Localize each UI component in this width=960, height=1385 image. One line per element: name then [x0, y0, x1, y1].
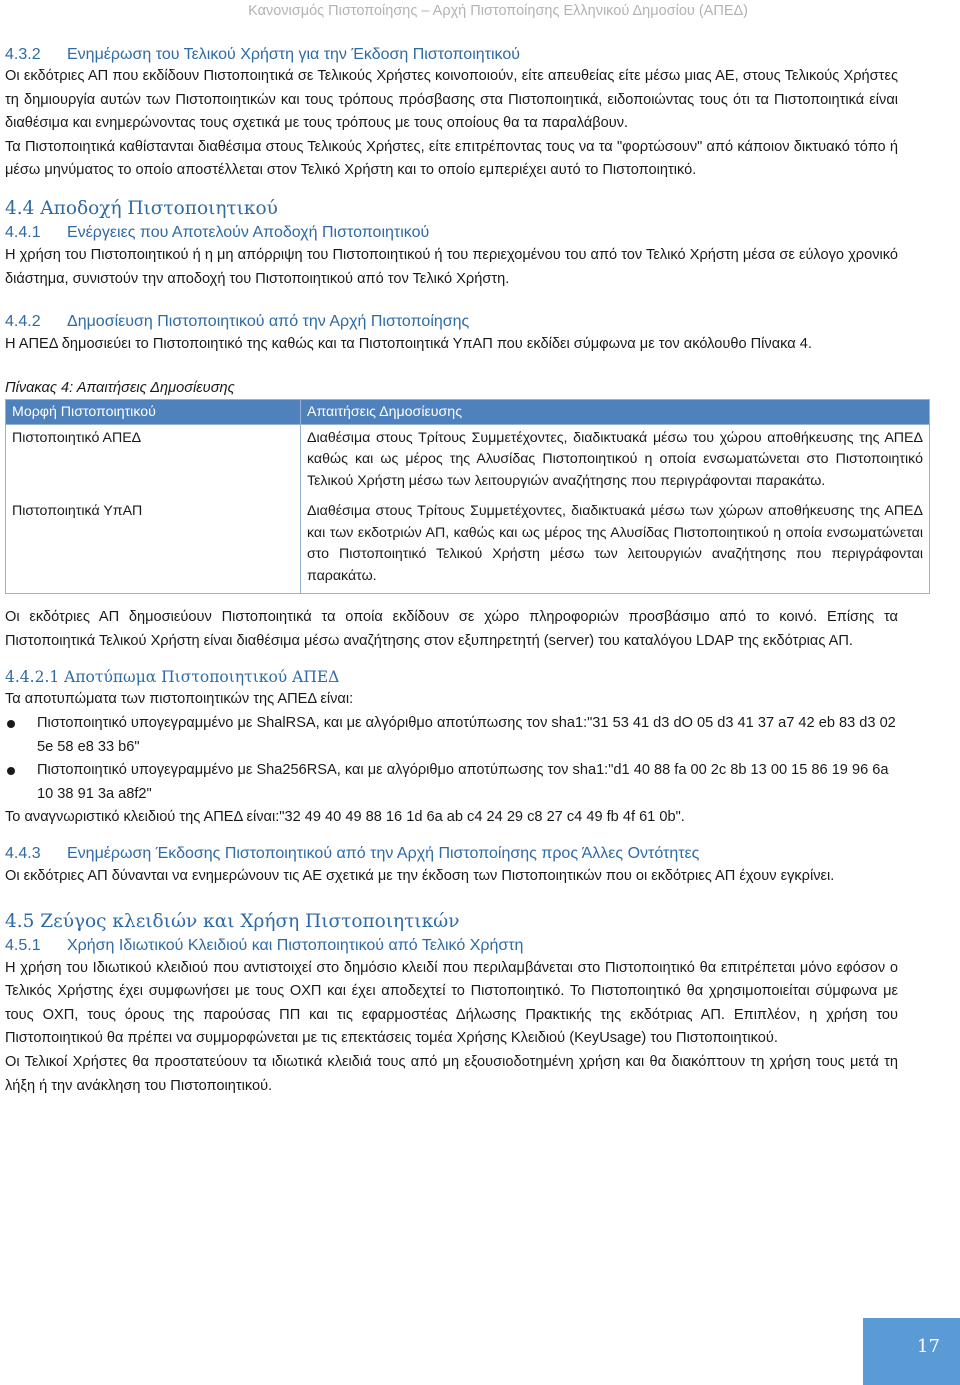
table-caption: Πίνακας 4: Απαιτήσεις Δημοσίευσης	[5, 379, 235, 396]
section-title: Δημοσίευση Πιστοποιητικού από την Αρχή Πιστοποίησης	[67, 313, 470, 331]
column-header: Απαιτήσεις Δημοσίευσης	[301, 399, 930, 424]
paragraph: Η ΑΠΕΔ δημοσιεύει το Πιστοποιητικό της καθώς και τα Πιστοποιητικά ΥπΑΠ που εκδίδει σύμφωνα με τον ακόλουθο Πίνακα 4.	[5, 336, 812, 353]
section-title: Ενημέρωση Έκδοσης Πιστοποιητικού από την Αρχή Πιστοποίησης προς Άλλες Οντότητες	[67, 845, 700, 862]
table-cell: Πιστοποιητικά ΥπΑΠ	[6, 498, 301, 594]
section-title: Χρήση Ιδιωτικού Κλειδιού και Πιστοποιητικού από Τελικό Χρήστη	[67, 936, 524, 954]
table-header-row	[6, 399, 930, 424]
paragraph: Το αναγνωριστικό κλειδιού της ΑΠΕΔ είναι:"32 49 40 49 88 16 1d 6a ab c4 24 29 c8 27 c4 49 fb 4f 61 0b".	[5, 809, 685, 826]
section-number: 4.3.2	[5, 46, 41, 63]
page-number: 17	[917, 1336, 940, 1357]
list-item-text: Πιστοποιητικό υπογεγραμμένο με Sha256RSA, και με αλγόριθμο αποτύπωσης τον sha1:"d1 40 88 fa 00 2c 8b 13 00 15 86 19 96 6a 10 38 91 3a a8f2"	[37, 762, 889, 802]
bullet-icon	[7, 720, 15, 728]
paragraph: Τα Πιστοποιητικά καθίστανται διαθέσιμα στους Τελικούς Χρήστες, είτε επιτρέποντας τους να τα "φορτώσουν" από κάποιον δικτυακό τόπο ή μέσω μηνύματος το οποίο αποστέλλεται στον Τελικό Χρήστη και το οποίο εμπεριέχει αυτό το Πιστοποιητικό.	[5, 138, 898, 179]
document-body	[5, 45, 923, 1098]
paragraph: Η χρήση του Πιστοποιητικού ή η μη απόρριψη του Πιστοποιητικού ή του περιεχομένου του από τον Τελικό Χρήστη μέσα σε εύλογο χρονικό διάστημα, συνιστούν την αποδοχή του Πιστοποιητικού από τον Τελικό Χρήστη.	[5, 246, 898, 287]
page-number-tab	[863, 1318, 960, 1385]
column-header: Μορφή Πιστοποιητικού	[6, 399, 301, 424]
heading-4-5: 4.5 Ζεύγος κλειδιών και Χρήση Πιστοποιητικών	[5, 910, 460, 932]
section-number: 4.4.2	[5, 313, 41, 331]
paragraph: Τα αποτυπώματα των πιστοποιητικών της ΑΠΕΔ είναι:	[5, 691, 354, 708]
heading-4-4-2	[5, 311, 898, 333]
paragraph: Οι Τελικοί Χρήστες θα προστατεύουν τα ιδιωτικά κλειδιά τους από μη εξουσιοδοτημένη χρήση και θα διακόπτουν τη χρήση τους μετά τη λήξη ή την ανάκληση του Πιστοποιητικού.	[5, 1053, 898, 1094]
table-cell: Διαθέσιμα στους Τρίτους Συμμετέχοντες, διαδικτυακά μέσω του χώρου αποθήκευσης της ΑΠΕΔ καθώς και ως μέρος της Αλυσίδας Πιστοποιητικού η οποία ενσωματώνεται στο Πιστοποιητικό Τελικού Χρήστη μέσω των λειτουργιών αναζήτησης που περιγράφονται παρακάτω.	[301, 424, 930, 498]
list-item	[5, 712, 898, 759]
section-title: Ενέργειες που Αποτελούν Αποδοχή Πιστοποιητικού	[67, 223, 430, 241]
heading-4-4: 4.4 Αποδοχή Πιστοποιητικού	[5, 197, 278, 219]
heading-4-4-1	[5, 222, 898, 244]
table-row	[6, 424, 930, 498]
running-header: Κανονισμός Πιστοποίησης – Αρχή Πιστοποίησης Ελληνικού Δημοσίου (ΑΠΕΔ)	[248, 3, 748, 19]
section-number: 4.4.3	[5, 845, 41, 862]
heading-4-3-2	[5, 45, 898, 65]
fingerprint-list	[5, 712, 898, 806]
table-row	[6, 498, 930, 594]
heading-4-5-1	[5, 935, 898, 957]
bullet-icon	[7, 767, 15, 775]
heading-4-4-2-1: 4.4.2.1 Αποτύπωμα Πιστοποιητικού ΑΠΕΔ	[5, 668, 340, 687]
list-item-text: Πιστοποιητικό υπογεγραμμένο με ShalRSA, και με αλγόριθμο αποτύπωσης τον sha1:"31 53 41 d3 dO 05 d3 41 37 a7 42 eb 83 d3 02 5e 58 e8 33 b6"	[37, 715, 896, 755]
section-title: Ενημέρωση του Τελικού Χρήστη για την Έκδοση Πιστοποιητικού	[67, 46, 520, 63]
table-cell: Πιστοποιητικό ΑΠΕΔ	[6, 424, 301, 498]
section-number: 4.4.1	[5, 223, 41, 241]
section-number: 4.5.1	[5, 936, 41, 954]
paragraph: Οι εκδότριες ΑΠ δημοσιεύουν Πιστοποιητικά τα οποία εκδίδουν σε χώρο πληροφοριών προσβάσιμο από το κοινό. Επίσης τα Πιστοποιητικά Τελικού Χρήστη είναι διαθέσιμα μέσω αναζήτησης στον εξυπηρετητή (server) του καταλόγου LDAP της εκδότριας ΑΠ.	[5, 609, 898, 649]
paragraph: Οι εκδότριες ΑΠ που εκδίδουν Πιστοποιητικά σε Τελικούς Χρήστες κοινοποιούν, είτε απευθείας είτε μέσω μιας ΑΕ, στους Τελικούς Χρήστες τη δημιουργία αυτών των Πιστοποιητικών και τους τρόπους πρόσβασης στα Πιστοποιητικά, ειδοποιώντας τους ότι τα Πιστοποιητικά είναι διαθέσιμα και ενημερώνοντας τους σχετικά με τους τρόπους με τους οποίους θα τα παραλάβουν.	[5, 68, 898, 132]
publication-requirements-table	[5, 399, 930, 595]
list-item	[5, 759, 898, 806]
heading-4-4-3	[5, 843, 898, 865]
table-cell: Διαθέσιμα στους Τρίτους Συμμετέχοντες, διαδικτυακά μέσω των χώρων αποθήκευσης της ΑΠΕΔ και των εκδοτριών ΑΠ, καθώς και ως μέρος της Αλυσίδας Πιστοποιητικού η οποία ενσωματώνεται στο Πιστοποιητικό Τελικού Χρήστη μέσω των λειτουργιών αναζήτησης που περιγράφονται παρακάτω.	[301, 498, 930, 594]
paragraph: Οι εκδότριες ΑΠ δύνανται να ενημερώνουν τις ΑΕ σχετικά με την έκδοση των Πιστοποιητικών που οι εκδότριες ΑΠ έχουν εγκρίνει.	[5, 868, 835, 884]
paragraph: Η χρήση του Ιδιωτικού κλειδιού που αντιστοιχεί στο δημόσιο κλειδί που περιλαμβάνεται στο Πιστοποιητικό θα επιτρέπεται μόνο εφόσον ο Τελικός Χρήστης έχει συμφωνήσει με τους ΟΧΠ και έχει αποδεχτεί το Πιστοποιητικό. Το Πιστοποιητικό θα χρησιμοποιείται σύμφωνα με τους ΟΧΠ, τους όρους της παρούσας ΠΠ και τις εφαρμοστέας Δήλωσης Πρακτικής της εκδότριας ΑΠ. Επιπλέον, η χρήση του Πιστοποιητικού θα πρέπει να συμμορφώνεται με τις επεκτάσεις τομέα Χρήσης Κλειδιού (KeyUsage) του Πιστοποιητικού.	[5, 959, 898, 1047]
